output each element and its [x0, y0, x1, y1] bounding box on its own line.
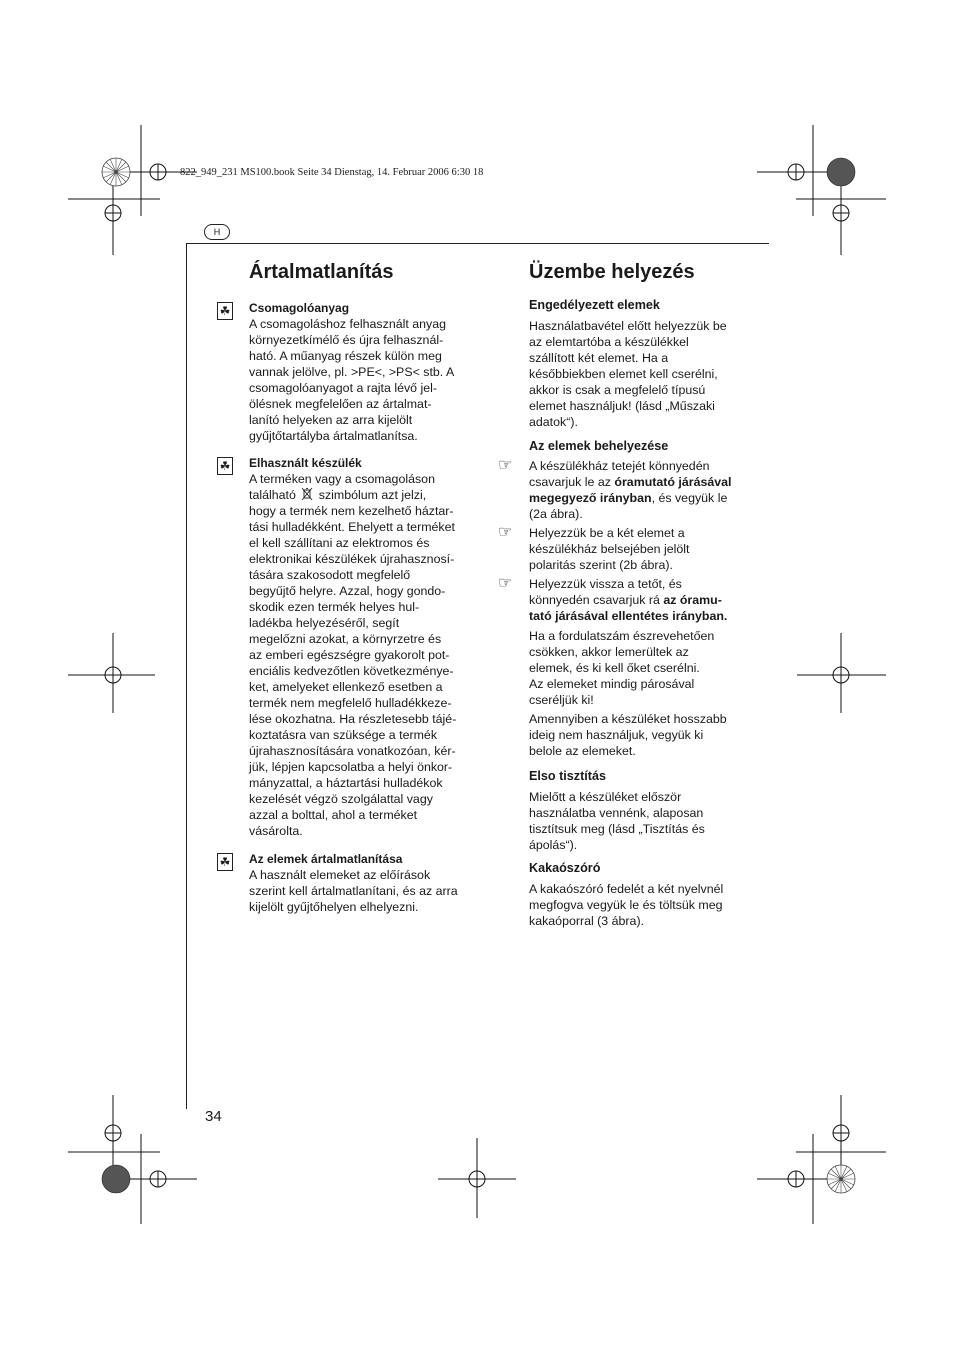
cocoa-shaker-section	[529, 860, 723, 929]
recycle-icon: ☘	[217, 853, 233, 871]
text-line: Helyezzük be a két elemet a	[529, 526, 685, 540]
pointing-hand-icon: ☞	[498, 457, 513, 474]
text-line: használatba vennénk, alaposan	[529, 806, 704, 820]
margin-rule	[186, 243, 187, 1109]
text-line: ideig nem használjuk, vegyük ki	[529, 728, 704, 742]
text-line: az emberi egészségre gyakorolt pot-	[249, 648, 450, 662]
storage-note	[529, 711, 727, 759]
battery-disposal-heading: Az elemek ártalmatlanítása	[249, 852, 403, 866]
text-line: A kakaószóró fedelét a két nyelvnél	[529, 882, 724, 896]
text-line: Helyezzük vissza a tetőt, és	[529, 577, 682, 591]
text-line: kakaóporral (3 ábra).	[529, 914, 645, 928]
pointing-hand-icon: ☞	[498, 575, 513, 592]
text-line: Az elemeket mindig párosával	[529, 677, 695, 691]
text-line: csökken, akkor lemerültek az	[529, 645, 689, 659]
text-line: belole az elemeket.	[529, 744, 636, 758]
text-line	[529, 592, 727, 608]
crossed-bin-icon	[301, 487, 313, 501]
disposal-title: Ártalmatlanítás	[249, 261, 394, 283]
text-line: hogy a termék nem kezelhető háztar-	[249, 504, 454, 518]
text-fragment: szimbólum azt jelzi,	[318, 488, 427, 502]
text-line: adatok“).	[529, 415, 578, 429]
text-line: koztatásra van szüksége a termék	[249, 728, 438, 742]
text-line: készülékház belsejében jelölt	[529, 542, 690, 556]
text-line: mányzattal, a háztartási hulladékok	[249, 776, 443, 790]
bold-fragment: megegyező irányban	[529, 491, 652, 505]
text-line: A csomagoláshoz felhasznált anyag	[249, 317, 446, 331]
text-fragment: található	[249, 488, 296, 502]
text-fragment: könnyedén csavarjuk rá	[529, 593, 664, 607]
page-number: 34	[205, 1108, 222, 1125]
recycle-icon: ☘	[217, 302, 233, 320]
text-line: újrahasznosítására vonatkozóan, kér-	[249, 744, 456, 758]
text-line: ápolás“).	[529, 838, 578, 852]
text-line: szállított két elemet. Ha a	[529, 351, 669, 365]
text-line: megelőzni azokat, a környrzetre és	[249, 632, 442, 646]
text-line: jük, lépjen kapcsolatba a helyi önkor-	[249, 760, 453, 774]
step-1	[529, 458, 731, 522]
text-line: cseréljük ki!	[529, 693, 594, 707]
step-2	[529, 525, 690, 573]
text-line: el kell szállítani az elektromos és	[249, 536, 430, 550]
text-line: lanító helyeken az arra kijelölt	[249, 413, 413, 427]
text-line: az elemtartóba a készülékkel	[529, 335, 689, 349]
text-line	[529, 608, 727, 624]
text-line: gyűjtőtartályba ártalmatlanítsa.	[249, 429, 418, 443]
text-line: azzal a bolttal, ahol a terméket	[249, 808, 418, 822]
text-line: Használatbavétel előtt helyezzük be	[529, 319, 727, 333]
text-line: későbbiekben elemet kell cserélni,	[529, 367, 718, 381]
text-line	[529, 474, 731, 490]
text-line: ölésnek megfelelően az ártalmat-	[249, 397, 432, 411]
text-line: ket, amelyeket ellenkező esetben a	[249, 680, 443, 694]
text-line: tására szakosodott megfelelő	[249, 568, 411, 582]
insert-batteries-heading: Az elemek behelyezése	[529, 439, 669, 453]
text-line: A készülékház tetejét könnyedén	[529, 459, 710, 473]
text-line: csomagolóanyagot a rajta lévő jel-	[249, 381, 438, 395]
battery-disposal-section	[249, 851, 458, 915]
text-line: akkor is csak a megfelelő típusú	[529, 383, 706, 397]
bold-fragment: tató járásával ellentétes irányban.	[529, 609, 728, 623]
recycle-icon: ☘	[217, 457, 233, 475]
text-line: Ha a fordulatszám észrevehetően	[529, 629, 715, 643]
text-line: vásárolta.	[249, 824, 303, 838]
text-line: elemet használjuk! (lásd „Műszaki	[529, 399, 715, 413]
text-line: elemek, és ki kell őket cserélni.	[529, 661, 700, 675]
text-fragment: , és vegyük le	[651, 491, 728, 505]
text-line-with-symbol	[249, 487, 456, 503]
first-cleaning-heading: Elso tisztítás	[529, 769, 606, 783]
header-rule	[186, 243, 769, 244]
used-device-heading: Elhasznált készülék	[249, 456, 362, 470]
step-3	[529, 576, 727, 624]
approved-batteries-section	[529, 297, 727, 430]
text-line: A használt elemeket az előírások	[249, 868, 431, 882]
packaging-heading: Csomagolóanyag	[249, 301, 350, 315]
text-line: kijelölt gyűjtőhelyen elhelyezni.	[249, 900, 419, 914]
text-line: termék nem megfelelő hulladékkeze-	[249, 696, 452, 710]
language-badge: H	[204, 224, 230, 240]
print-slug: 822_949_231 MS100.book Seite 34 Dienstag, 14. Februar 2006 6:30 18	[180, 167, 484, 178]
text-line: elektronikai készülékek újrahasznosí-	[249, 552, 455, 566]
text-line: kezelését végzö szolgálattal vagy	[249, 792, 433, 806]
bold-fragment: óramutató járásával	[614, 475, 732, 489]
text-line: tisztítsuk meg (lásd „Tisztítás és	[529, 822, 705, 836]
text-line: megfogva vegyük le és töltsük meg	[529, 898, 723, 912]
packaging-section	[249, 300, 454, 444]
first-cleaning-section	[529, 768, 705, 853]
text-line: ható. A műanyag részek külön meg	[249, 349, 442, 363]
text-line: enciális kedvezőtlen következménye-	[249, 664, 454, 678]
text-line: lése okozhatna. Ha részletesebb tájé-	[249, 712, 457, 726]
text-line: (2a ábra).	[529, 507, 583, 521]
cocoa-shaker-heading: Kakaószóró	[529, 861, 601, 875]
text-line: szerint kell ártalmatlanítani, és az arra	[249, 884, 458, 898]
text-fragment: csavarjuk le az	[529, 475, 615, 489]
text-line: környezetkímélő és újra felhasznál-	[249, 333, 444, 347]
text-line: ladékba helyezéséről, segít	[249, 616, 400, 630]
used-device-section	[249, 455, 456, 839]
text-line: tási hulladékként. Ehelyett a terméket	[249, 520, 455, 534]
text-line: vannak jelölve, pl. >PE<, >PS< stb. A	[249, 365, 455, 379]
text-line: polaritás szerint (2b ábra).	[529, 558, 673, 572]
text-line: begyűjtő helyre. Azzal, hogy gondo-	[249, 584, 446, 598]
text-line: Amennyiben a készüléket hosszabb	[529, 712, 727, 726]
startup-title: Üzembe helyezés	[529, 261, 695, 283]
text-line: skodik ezen termék helyes hul-	[249, 600, 420, 614]
approved-batteries-heading: Engedélyezett elemek	[529, 298, 660, 312]
pointing-hand-icon: ☞	[498, 524, 513, 541]
text-line: A terméken vagy a csomagoláson	[249, 472, 435, 486]
battery-note	[529, 628, 714, 708]
text-line: Mielőtt a készüléket először	[529, 790, 682, 804]
bold-fragment: az óramu-	[663, 593, 722, 607]
text-line	[529, 490, 731, 506]
